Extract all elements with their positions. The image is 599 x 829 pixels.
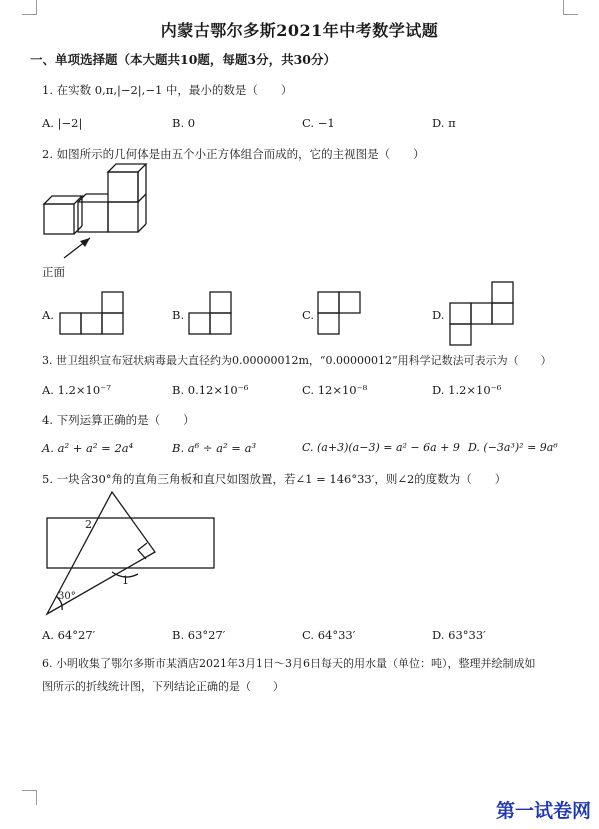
question-3-option-c[interactable]: C. 12×10⁻⁸ — [302, 383, 368, 397]
site-watermark: 第一试卷网 — [495, 800, 591, 822]
question-3-option-d[interactable]: D. 1.2×10⁻⁶ — [432, 383, 502, 397]
question-2-option-d-label[interactable]: D. — [432, 308, 445, 322]
question-3-stem: 3. 世卫组织宣布冠状病毒最大直径约为0.00000012m，“0.00000012”用科学记数法可表示为（ ） — [42, 354, 552, 367]
question-5-angle-1-label: 1 — [122, 574, 129, 587]
exam-title: 内蒙古鄂尔多斯2021年中考数学试题 — [160, 21, 439, 40]
question-4-option-c[interactable]: C. (a+3)(a−3) = a² − 6a + 9 — [302, 441, 460, 454]
question-2-option-d-figure[interactable] — [447, 281, 517, 347]
question-2-option-b-label[interactable]: B. — [172, 308, 185, 322]
question-4-option-d[interactable]: D. (−3a³)² = 9a⁶ — [468, 441, 558, 454]
question-3-option-a[interactable]: A. 1.2×10⁻⁷ — [42, 383, 111, 397]
question-1-option-c[interactable]: C. −1 — [302, 116, 335, 130]
question-5-angle-2-label: 2 — [85, 518, 92, 531]
question-4-option-a[interactable]: A. a² + a² = 2a⁴ — [42, 441, 134, 455]
question-2-option-c-figure[interactable] — [316, 291, 362, 335]
question-5-stem: 5. 一块含30°角的直角三角板和直尺如图放置，若∠1 = 146°33′，则∠2的度数为（ ） — [42, 472, 507, 486]
question-2-option-a-figure[interactable] — [58, 291, 124, 335]
question-6-stem-line-1: 6. 小明收集了鄂尔多斯市某酒店2021年3月1日～3月6日每天的用水量（单位：吨），整理并绘制成如 — [42, 657, 536, 670]
question-2-option-c-label[interactable]: C. — [302, 308, 315, 322]
question-1-option-d[interactable]: D. π — [432, 116, 456, 130]
question-2-stem: 2. 如图所示的几何体是由五个小正方体组合而成的，它的主视图是（ ） — [42, 147, 425, 161]
question-5-option-d[interactable]: D. 63°33′ — [432, 628, 486, 642]
question-1-option-b[interactable]: B. 0 — [172, 116, 196, 130]
question-6-stem-line-2: 图所示的折线统计图，下列结论正确的是（ ） — [42, 680, 284, 693]
question-5-option-b[interactable]: B. 63°27′ — [172, 628, 226, 642]
question-3-option-b[interactable]: B. 0.12×10⁻⁶ — [172, 383, 249, 397]
question-5-angle-30-label: 30° — [58, 591, 76, 602]
question-2-option-a-label[interactable]: A. — [42, 308, 54, 322]
question-2-option-b-figure[interactable] — [187, 291, 233, 335]
question-5-option-a[interactable]: A. 64°27′ — [42, 628, 96, 642]
question-2-solid-figure — [38, 162, 148, 244]
corner-mark-top-left — [22, 0, 37, 15]
corner-mark-top-right — [563, 0, 578, 15]
question-5-option-c[interactable]: C. 64°33′ — [302, 628, 356, 642]
corner-mark-bottom-left — [22, 790, 37, 805]
question-1-stem: 1. 在实数 0,π,|−2|,−1 中，最小的数是（ ） — [42, 83, 293, 97]
section-heading: 一、单项选择题（本大题共10题，每题3分，共30分） — [30, 52, 336, 67]
question-2-front-label: 正面 — [42, 265, 65, 279]
question-1-option-a[interactable]: A. |−2| — [42, 116, 83, 130]
question-4-option-b[interactable]: B. a⁶ ÷ a² = a³ — [172, 441, 257, 455]
question-4-stem: 4. 下列运算正确的是（ ） — [42, 413, 195, 427]
